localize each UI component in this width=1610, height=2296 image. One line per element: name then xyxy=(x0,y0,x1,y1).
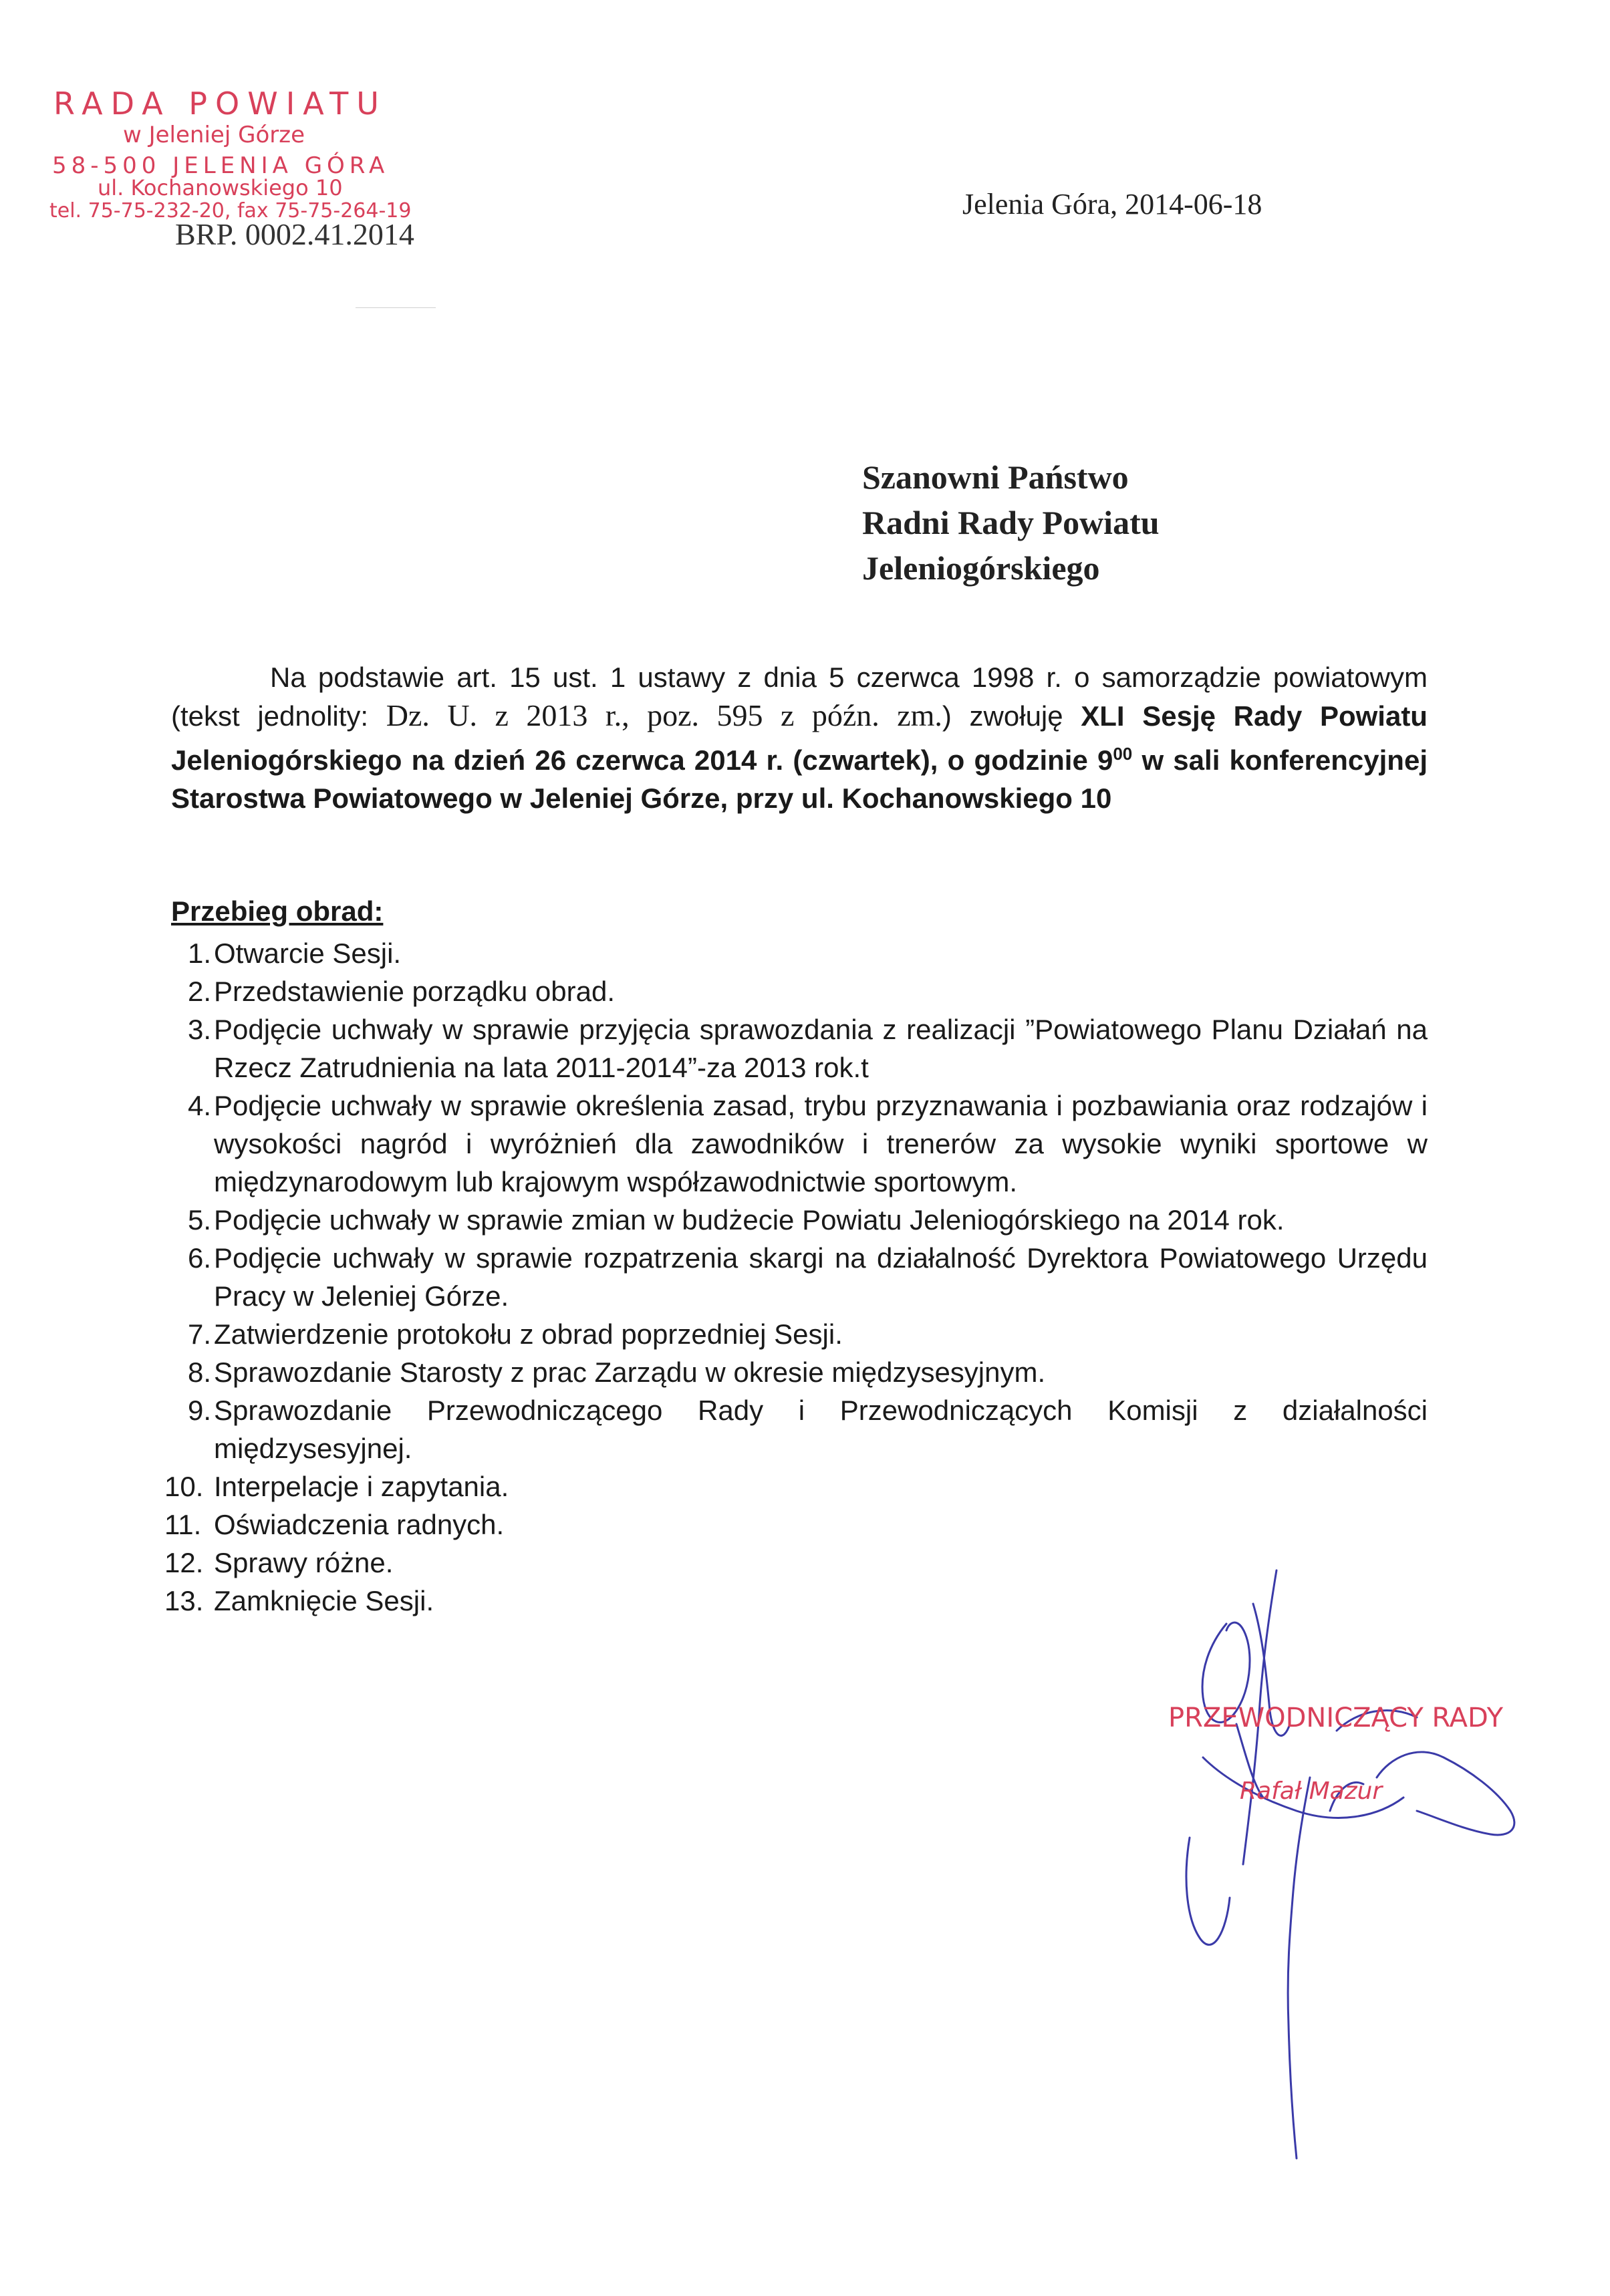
agenda-item-number: 7. xyxy=(187,1318,211,1350)
agenda-item-text: Zatwierdzenie protokołu z obrad poprzedniej Sesji. xyxy=(214,1318,843,1350)
signatory-name: Rafał Mazur xyxy=(1240,1777,1383,1805)
agenda-item xyxy=(164,1467,1428,1505)
agenda-item xyxy=(164,1505,1428,1544)
intro-part3: ) zwołuję xyxy=(942,700,1081,732)
agenda-item-number: 9. xyxy=(187,1395,211,1426)
agenda-item xyxy=(164,972,1428,1010)
handwritten-signature xyxy=(1136,1557,1551,2172)
signature-title: PRZEWODNICZĄCY RADY xyxy=(1168,1703,1504,1733)
intro-part1: Na podstawie art. 15 ust. 1 ustawy z dnia 5 czerwca 1998 r. o samorządzie powiatowym (tekst jednolity: xyxy=(171,662,1428,732)
agenda-item-text: Sprawy różne. xyxy=(214,1547,394,1578)
agenda-item-text: Oświadczenia radnych. xyxy=(214,1509,505,1540)
addressee-line: Radni Rady Powiatu xyxy=(862,504,1160,541)
agenda-item xyxy=(164,1087,1428,1201)
agenda-item-number: 11. xyxy=(164,1509,202,1540)
addressee-block xyxy=(862,454,1160,591)
session-announcement: XLI Sesję Rady Powiatu Jeleniogórskiego na dzień 26 czerwca 2014 r. (czwartek), o godzinie 9 xyxy=(171,700,1428,776)
session-time-superscript: 00 xyxy=(1113,744,1133,764)
stamp-city: w Jeleniej Górze xyxy=(123,122,305,148)
addressee-line: Szanowni Państwo xyxy=(862,458,1129,496)
stamp-postcode: 58-500 JELENIA GÓRA xyxy=(52,152,390,179)
agenda-item-text: Zamknięcie Sesji. xyxy=(214,1585,434,1616)
agenda-item-text: Sprawozdanie Starosty z prac Zarządu w okresie międzysesyjnym. xyxy=(214,1356,1046,1388)
agenda-item-number: 6. xyxy=(187,1242,211,1274)
intro-legal-reference: Dz. U. z 2013 r., poz. 595 z późn. zm. xyxy=(386,698,942,732)
agenda-item-text: Podjęcie uchwały w sprawie przyjęcia sprawozdania z realizacji ”Powiatowego Planu Działań na Rzecz Zatrudnienia na lata 2011-2014”-za 2013 rok.t xyxy=(214,1014,1428,1083)
stamp-phone: tel. 75-75-232-20, fax 75-75-264-19 xyxy=(49,199,412,223)
agenda-item-number: 12. xyxy=(164,1547,204,1578)
agenda-item-text: Interpelacje i zapytania. xyxy=(214,1471,509,1502)
agenda-item-number: 1. xyxy=(187,938,211,969)
reference-number: BRP. 0002.41.2014 xyxy=(175,217,414,251)
agenda-item xyxy=(164,1010,1428,1087)
agenda-item-number: 8. xyxy=(187,1356,211,1388)
agenda-item-number: 5. xyxy=(187,1204,211,1236)
agenda-item xyxy=(164,1391,1428,1467)
agenda-item xyxy=(164,1353,1428,1391)
agenda-item-text: Przedstawienie porządku obrad. xyxy=(214,976,616,1007)
agenda-heading: Przebieg obrad: xyxy=(171,895,384,927)
agenda-item xyxy=(164,1315,1428,1353)
agenda-item-number: 3. xyxy=(187,1014,211,1045)
agenda-item-number: 10. xyxy=(164,1471,204,1502)
addressee-line: Jeleniogórskiego xyxy=(862,549,1100,587)
stamp-street: ul. Kochanowskiego 10 xyxy=(98,175,343,200)
agenda-item xyxy=(164,934,1428,972)
scan-mark xyxy=(356,307,436,308)
intro-text xyxy=(171,658,1428,817)
document-date: Jelenia Góra, 2014-06-18 xyxy=(962,188,1262,221)
stamp-title: RADA POWIATU xyxy=(53,86,387,122)
agenda-list xyxy=(164,934,1428,1620)
intro-paragraph xyxy=(171,658,1428,817)
agenda-item-text: Otwarcie Sesji. xyxy=(214,938,402,969)
agenda-item-text: Podjęcie uchwały w sprawie zmian w budżecie Powiatu Jeleniogórskiego na 2014 rok. xyxy=(214,1204,1285,1236)
agenda-item-number: 4. xyxy=(187,1090,211,1121)
agenda-item xyxy=(164,1239,1428,1315)
agenda-item-number: 13. xyxy=(164,1585,204,1616)
agenda-item-text: Podjęcie uchwały w sprawie określenia zasad, trybu przyznawania i pozbawiania oraz rodzajów i wysokości nagród i wyróżnień dla zawodników i trenerów za wysokie wyniki sportowe w międzynarodowym lub krajowym współzawodnictwie sportowym. xyxy=(214,1090,1428,1197)
agenda-item-number: 2. xyxy=(187,976,211,1007)
session-location: w sali konferencyjnej Starostwa Powiatowego w Jeleniej Górze, przy ul. Kochanowskiego 10 xyxy=(171,744,1428,814)
agenda-item-text: Sprawozdanie Przewodniczącego Rady i Przewodniczących Komisji z działalności międzysesyjnej. xyxy=(214,1395,1428,1464)
agenda-item-text: Podjęcie uchwały w sprawie rozpatrzenia skargi na działalność Dyrektora Powiatowego Urzędu Pracy w Jeleniej Górze. xyxy=(214,1242,1428,1312)
agenda-item xyxy=(164,1201,1428,1239)
